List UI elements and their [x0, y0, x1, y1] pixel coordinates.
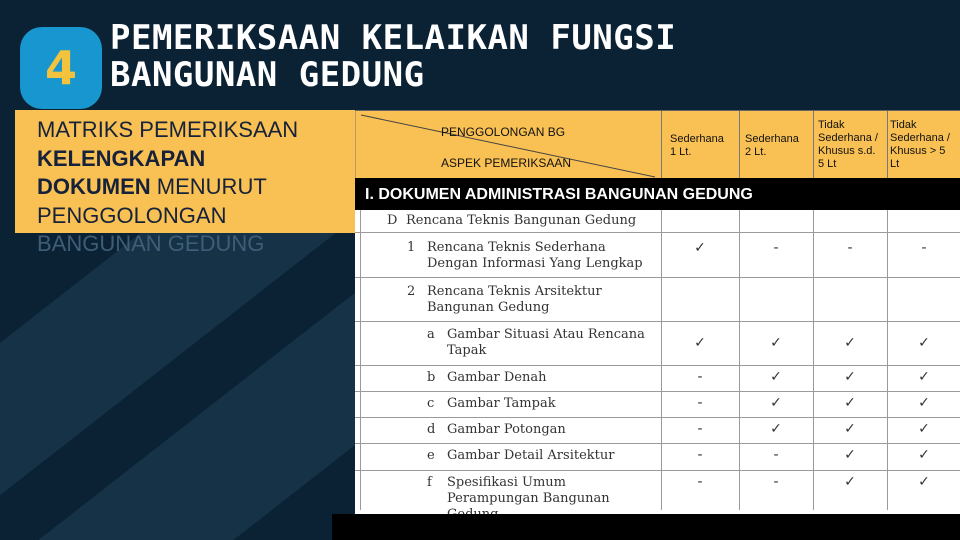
row-mark: -	[921, 240, 927, 256]
column-header-1: Sederhana 1 Lt.	[670, 133, 724, 158]
row-mark: -	[697, 447, 703, 463]
document-table-image	[355, 110, 960, 540]
slide-number-badge	[20, 27, 102, 109]
row-mark: -	[773, 474, 779, 490]
row-label: Gambar Situasi Atau Rencana Tapak	[447, 327, 645, 358]
row-mark: ✓	[918, 474, 930, 490]
table-row	[355, 444, 960, 471]
row-number: e	[427, 448, 435, 463]
row-mark: ✓	[694, 240, 706, 256]
row-mark: ✓	[844, 447, 856, 463]
row-mark: -	[697, 421, 703, 437]
caption-line-3-rest: MENURUT	[150, 174, 267, 199]
column-header-3: Tidak Sederhana / Khusus s.d. 5 Lt	[818, 119, 878, 170]
row-mark: -	[773, 240, 779, 256]
row-label: Rencana Teknis Arsitektur Bangunan Gedung	[427, 284, 602, 315]
row-mark: -	[697, 474, 703, 490]
column-header-2: Sederhana 2 Lt.	[745, 133, 799, 158]
section-title: I. DOKUMEN ADMINISTRASI BANGUNAN GEDUNG	[365, 186, 753, 203]
table-heading-row	[355, 210, 960, 233]
row-number: a	[427, 327, 435, 342]
row-mark: ✓	[918, 335, 930, 351]
bottom-black-bar	[332, 514, 960, 540]
header-penggolongan: PENGGOLONGAN BG	[441, 125, 566, 139]
column-header-4: Tidak Sederhana / Khusus > 5 Lt	[890, 119, 950, 170]
row-mark: ✓	[844, 335, 856, 351]
row-mark: ✓	[770, 369, 782, 385]
table-row	[355, 418, 960, 444]
row-number: 1	[407, 240, 416, 255]
left-caption	[37, 116, 347, 259]
slide-number: 4	[44, 41, 77, 95]
table-row	[355, 322, 960, 366]
slide-title	[110, 20, 950, 94]
header-aspek: ASPEK PEMERIKSAAN	[441, 156, 572, 170]
table-row	[355, 366, 960, 392]
caption-line-1: MATRIKS PEMERIKSAAN	[37, 117, 299, 142]
title-line-2: BANGUNAN GEDUNG	[110, 55, 425, 95]
heading-number: D	[387, 213, 398, 228]
row-label: Spesifikasi Umum Perampungan Bangunan	[447, 475, 610, 506]
row-mark: -	[773, 447, 779, 463]
caption-line-3	[37, 173, 347, 202]
caption-line-5: BANGUNAN GEDUNG	[37, 231, 265, 256]
table-row	[355, 392, 960, 418]
row-mark: ✓	[918, 421, 930, 437]
row-mark: -	[697, 395, 703, 411]
row-mark: ✓	[844, 395, 856, 411]
row-mark: ✓	[844, 369, 856, 385]
title-line-1: PEMERIKSAAN KELAIKAN FUNGSI	[110, 18, 677, 58]
row-number: f	[427, 475, 432, 490]
row-mark: -	[847, 240, 853, 256]
row-label: Gambar Potongan	[447, 422, 566, 437]
row-mark: ✓	[918, 395, 930, 411]
row-mark: -	[697, 369, 703, 385]
row-number: 2	[407, 284, 416, 299]
row-mark: ✓	[694, 335, 706, 351]
caption-line-4: PENGGOLONGAN	[37, 202, 227, 228]
table-row	[355, 471, 960, 511]
row-mark: ✓	[844, 474, 856, 490]
row-label: Gambar Tampak	[447, 396, 556, 411]
row-mark: ✓	[918, 447, 930, 463]
caption-bold-word: DOKUMEN	[37, 174, 151, 199]
section-bar	[355, 178, 960, 210]
row-mark: ✓	[918, 369, 930, 385]
row-label: Gambar Denah	[447, 370, 547, 385]
row-label: Gambar Detail Arsitektur	[447, 448, 615, 463]
row-label: Rencana Teknis Sederhana Dengan Informasi Yang Lengkap	[427, 240, 643, 271]
table-header	[355, 110, 960, 179]
row-mark: ✓	[770, 395, 782, 411]
caption-line-2: KELENGKAPAN	[37, 145, 206, 171]
table-row	[355, 278, 960, 322]
row-number: b	[427, 370, 436, 385]
row-mark: ✓	[844, 421, 856, 437]
row-number: d	[427, 422, 436, 437]
heading-label: Rencana Teknis Bangunan Gedung	[406, 213, 637, 228]
row-mark: ✓	[770, 335, 782, 351]
table-row	[355, 233, 960, 278]
row-number: c	[427, 396, 435, 411]
row-mark: ✓	[770, 421, 782, 437]
